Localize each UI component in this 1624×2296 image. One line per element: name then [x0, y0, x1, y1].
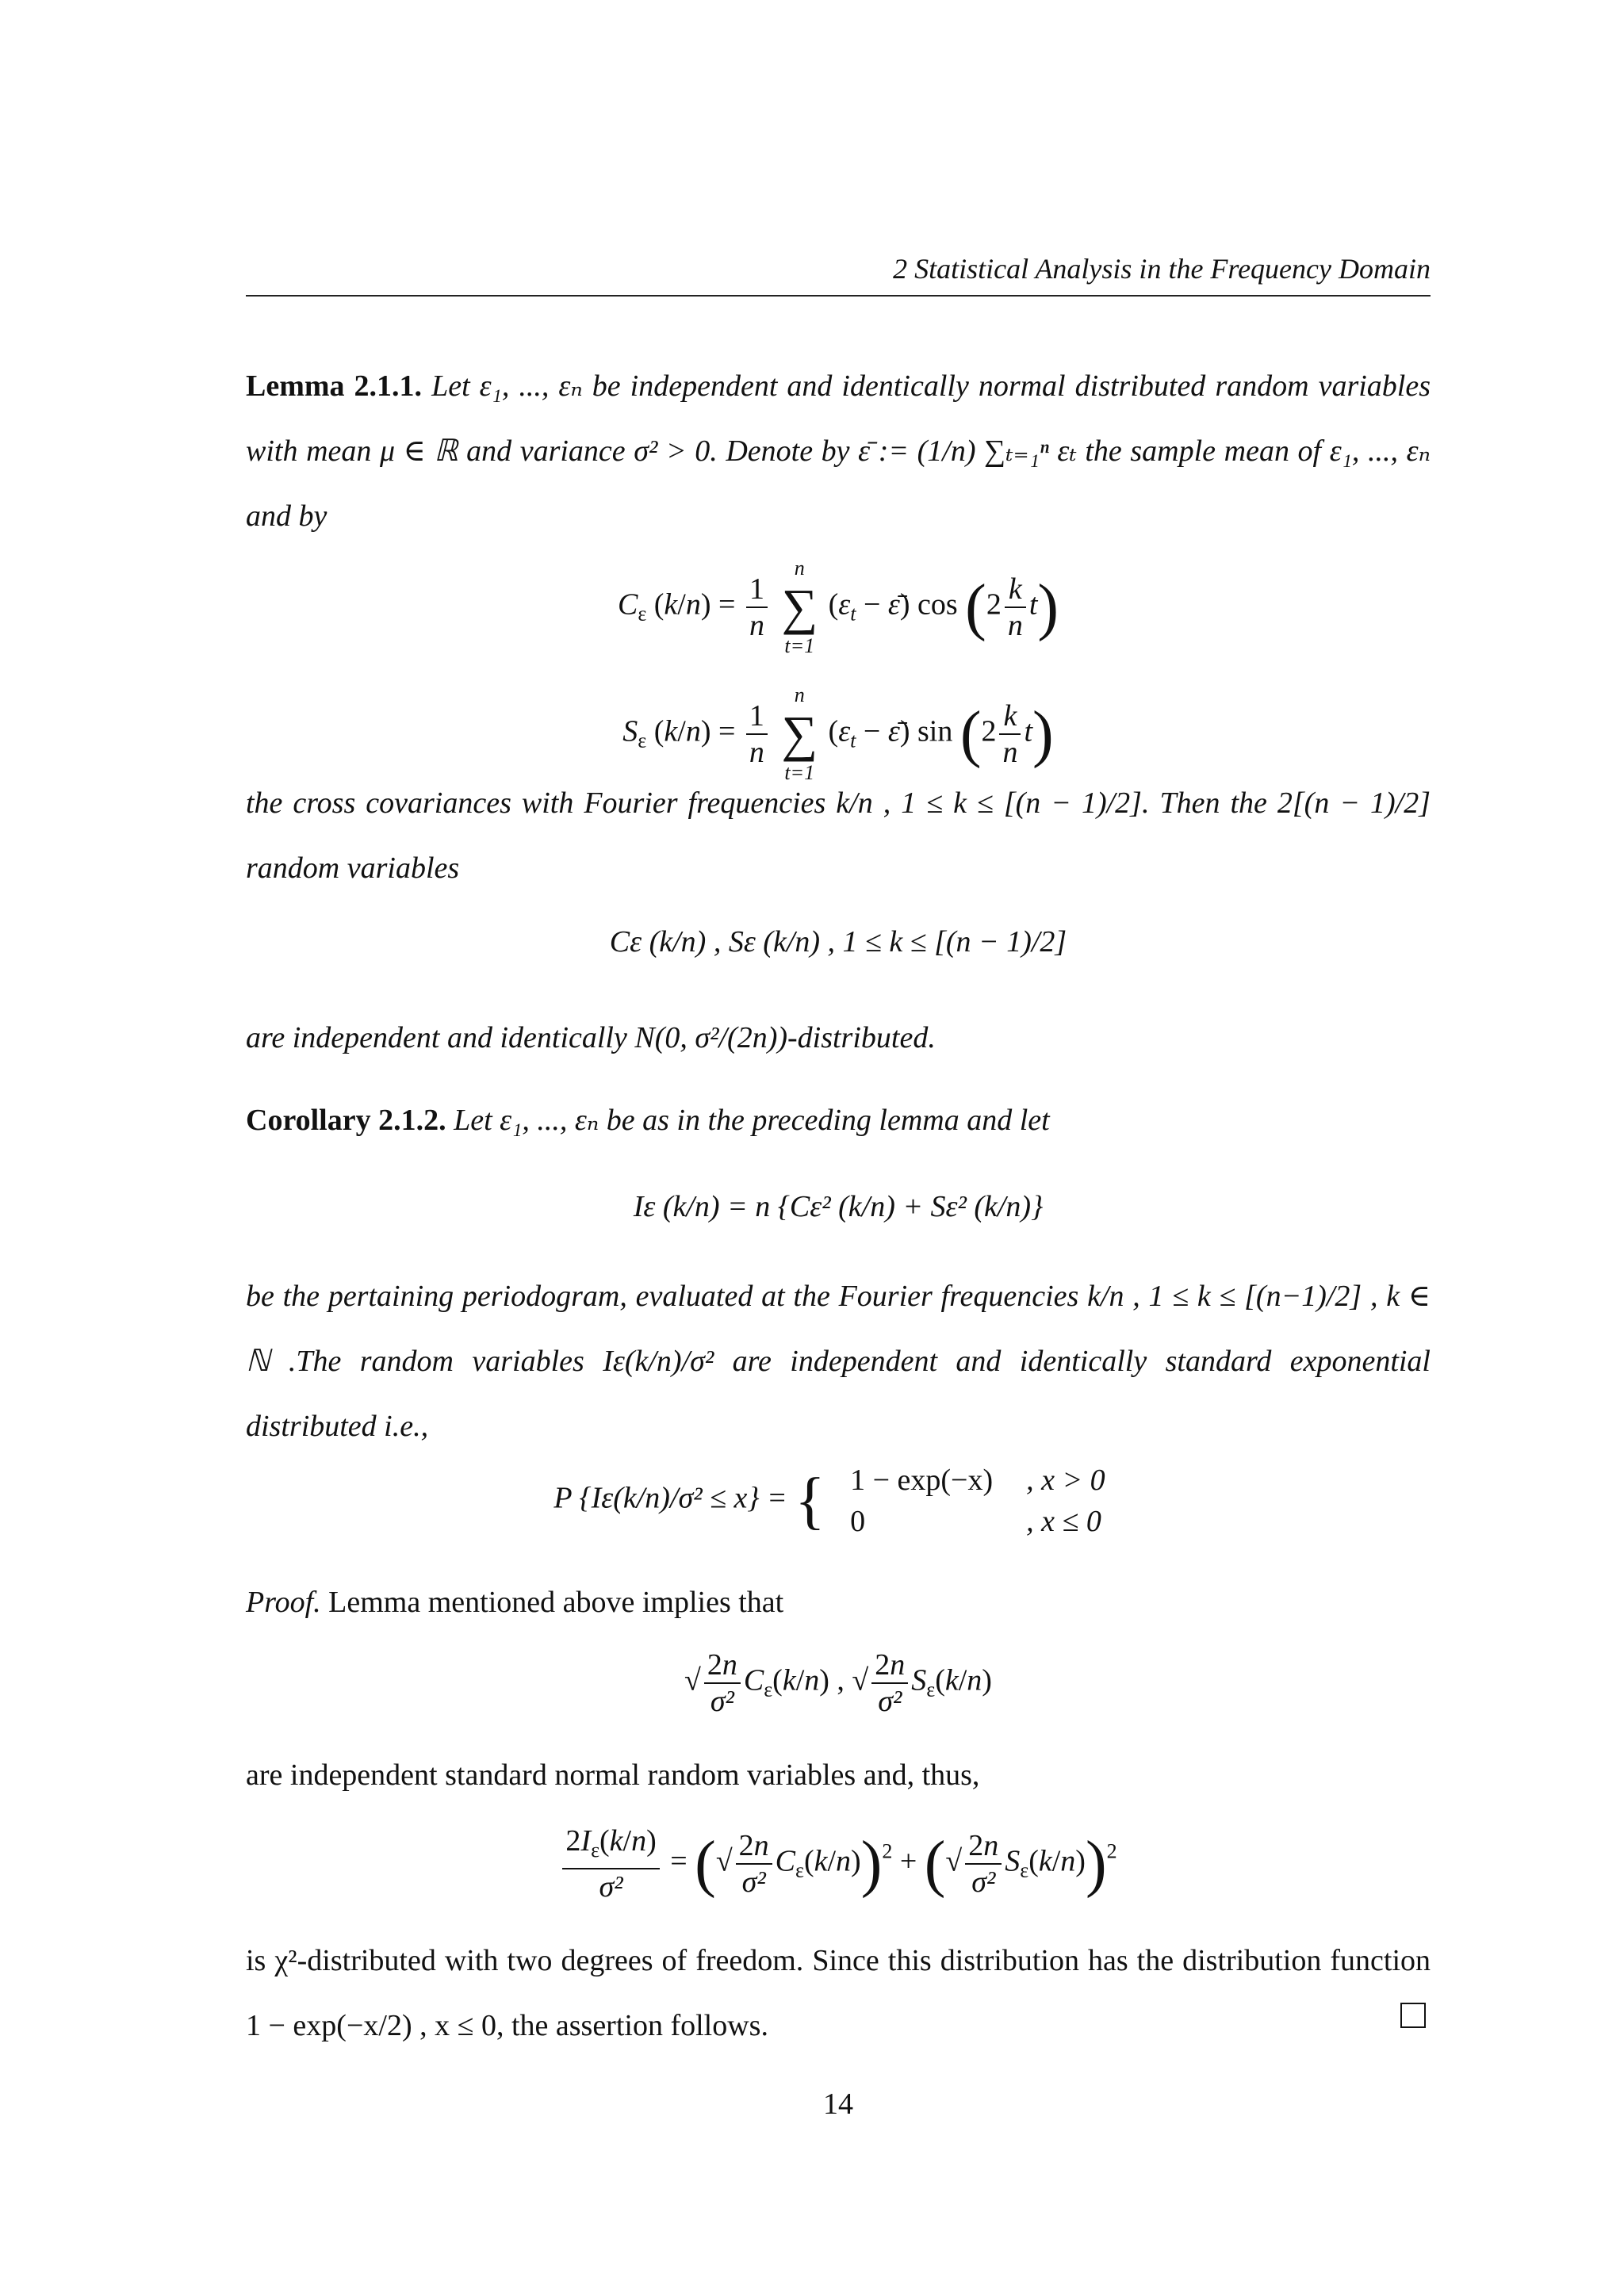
equation-c-lhs: C — [617, 587, 638, 622]
equation-s-fn: sin — [917, 714, 953, 748]
proof-final: is χ²-distributed with two degrees of freedom. Since this distribution has the distribution function 1 − exp(−x/2) , x ≤ 0, the assertion follows. — [246, 1944, 1431, 2042]
equation-s: $S_\varepsilon$ (k/n) = $\frac{1}{n}$ n ∑ t=1 ($\varepsilon_t$ − ε̄) sin (2 $\frac{k}{n}$ t) — [622, 683, 1054, 784]
lemma-label: Lemma 2.1.1. — [246, 369, 423, 403]
lemma-after-equation: the cross covariances with Fourier frequencies k/n , 1 ≤ k ≤ [(n − 1)/2]. Then the 2[(n − 1)/2] random variables — [246, 786, 1431, 885]
cases-table — [833, 1459, 1123, 1543]
case-1-value: 1 − exp(−x) — [850, 1464, 994, 1497]
qed-square-icon — [1400, 2003, 1426, 2028]
proof-paragraph — [246, 1570, 1431, 1635]
corollary-label: Corollary 2.1.2. — [246, 1104, 446, 1137]
proof-after-equation: are independent standard normal random variables and, thus, — [246, 1758, 980, 1792]
corollary-after-equation: be the pertaining periodogram, evaluated at the Fourier frequencies k/n , 1 ≤ k ≤ [(n−1)/2] , k ∈ ℕ .The random variables Iε(k/n)/σ² are independent and identically standard exponential distributed i.e., — [246, 1280, 1431, 1443]
equation-s-lhs: S — [622, 714, 638, 748]
probability-lhs: P {Iε(k/n)/σ² ≤ x} = — [553, 1481, 787, 1515]
lemma-paragraph — [246, 354, 1431, 549]
case-2-condition: , x ≤ 0 — [1026, 1505, 1101, 1538]
page-number: 14 — [823, 2087, 853, 2121]
lemma-display-vars: Cε (k/n) , Sε (k/n) , 1 ≤ k ≤ [(n − 1)/2] — [609, 925, 1067, 959]
case-1-condition: , x > 0 — [1026, 1464, 1105, 1497]
lemma-conclusion: are independent and identically N(0, σ²/(2n))-distributed. — [246, 1021, 936, 1054]
proof-text: Lemma mentioned above implies that — [328, 1586, 784, 1619]
lemma-text: Let ε₁, ..., εₙ be independent and identically normal distributed random variables with mean μ ∈ ℝ and variance σ² > 0. Denote by ε̄ := (1/n) ∑ₜ₌₁ⁿ εₜ the sample mean of ε₁, ..., εₙ and by — [246, 369, 1431, 533]
proof-label: Proof. — [246, 1586, 321, 1619]
sqrt-equation: √ $\frac{2n}{\text{σ²}}$ $C_\varepsilon(k/n)$ , √ $\frac{2n}{\text{σ²}}$ $S_\varepsilon(k/n)$ — [684, 1648, 992, 1718]
periodogram-equation: Iε (k/n) = n {Cε² (k/n) + Sε² (k/n)} — [633, 1190, 1044, 1223]
running-head: 2 Statistical Analysis in the Frequency Domain — [893, 253, 1431, 285]
equation-c: $C_\varepsilon$ (k/n) = $\frac{1}{n}$ n ∑ t=1 ($\varepsilon_t$ − ε̄) cos (2 $\frac{k}{n}$ t) — [617, 557, 1059, 657]
corollary-text: Let ε₁, ..., εₙ be as in the preceding lemma and let — [454, 1104, 1050, 1137]
probability-equation: P {Iε(k/n)/σ² ≤ x} = { 1 − exp(−x) , x > 0 0 , x ≤ 0 — [246, 1459, 1431, 1543]
header-rule — [246, 295, 1431, 297]
equation-c-fn: cos — [917, 587, 958, 622]
case-2-value: 0 — [850, 1505, 866, 1538]
corollary-paragraph — [246, 1088, 1431, 1153]
chi-square-equation: $\frac{2I_\varepsilon(k/n)}{\text{σ²}}$ = (√ $\frac{2n}{\text{σ²}}$ $C_\varepsilon(k/n))^2$ + (√ $\frac{2n}{\text{σ²}}$ $S_\varepsilon(k/n))^2$ — [246, 1823, 1431, 1904]
